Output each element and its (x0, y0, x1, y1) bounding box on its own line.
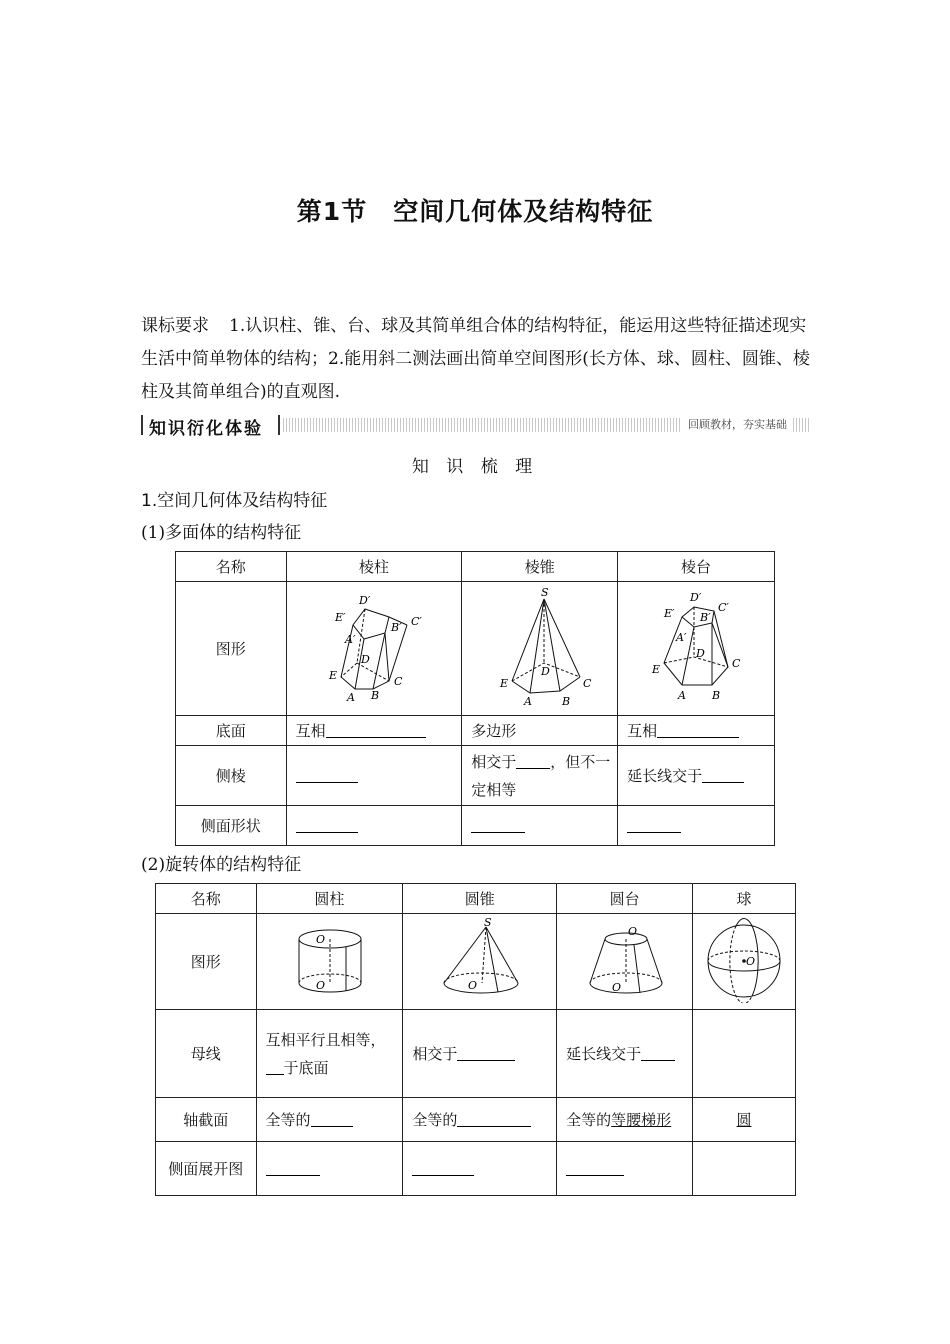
cone-figure-cell (403, 914, 557, 1010)
rev-header-cylinder: 圆柱 (256, 884, 403, 914)
sphere-figure-cell (693, 914, 796, 1010)
frustum-cone-figure-cell (557, 914, 693, 1010)
cylinder-label-top: O (316, 932, 326, 946)
section-heading: 知 识 梳 理 (411, 457, 539, 477)
frustum-cone-label-top: O (627, 924, 637, 938)
pyramid-figure-cell (462, 582, 618, 716)
banner-tag: 回顾教材，夯实基础 (682, 416, 793, 432)
blank[interactable] (266, 1161, 320, 1176)
blank[interactable] (412, 1161, 474, 1176)
frustum-axial-text: 全等的 (566, 1111, 612, 1129)
pyramid-label-A: A (523, 694, 532, 708)
prism-base-text: 互相 (295, 722, 326, 740)
frustum-label-A1: A′ (676, 630, 687, 644)
frustum-label-C1: C′ (718, 600, 729, 614)
sphere-figure (696, 917, 792, 1003)
cone-development-cell (403, 1142, 557, 1196)
cone-figure (420, 917, 540, 1003)
rev-header-name: 名称 (156, 884, 257, 914)
pyramid-figure (480, 585, 600, 709)
prism-label-C: C (393, 674, 403, 688)
cylinder-generatrix-cell (256, 1010, 403, 1098)
header-pyramid: 棱锥 (462, 552, 618, 582)
frustum-face-cell (618, 806, 775, 846)
header-prism: 棱柱 (286, 552, 462, 582)
rev-row-label-generatrix: 母线 (156, 1010, 257, 1098)
blank[interactable] (641, 1046, 675, 1061)
frustum-label-B: B (712, 688, 721, 702)
frustum-label-C: C (732, 656, 741, 670)
prism-label-A1: A′ (344, 632, 356, 646)
blank[interactable] (311, 1112, 353, 1127)
frustum-figure (636, 585, 756, 709)
blank[interactable] (471, 818, 525, 833)
prism-label-E1: E′ (334, 610, 346, 624)
frustum-axial-cell (557, 1098, 693, 1142)
sphere-label-center: O (746, 954, 756, 968)
blank[interactable] (326, 723, 426, 738)
curriculum-requirements (141, 310, 811, 409)
header-frustum: 棱台 (618, 552, 775, 582)
frustum-cone-label-bottom: O (611, 980, 621, 994)
rev-header-frustum: 圆台 (557, 884, 693, 914)
blank[interactable] (266, 1060, 284, 1075)
banner-label: 知识衍化体验 (149, 419, 263, 439)
pyramid-label-C: C (582, 676, 592, 690)
pyramid-face-cell (462, 806, 618, 846)
cone-generatrix-cell (403, 1010, 557, 1098)
prism-figure-cell (286, 582, 462, 716)
pyramid-base-cell: 多边形 (462, 716, 618, 746)
cylinder-axial-cell (256, 1098, 403, 1142)
frustum-figure-cell (618, 582, 775, 716)
cone-label-apex: S (483, 916, 492, 929)
pyramid-edges-text-2: ，但不一定相等 (471, 752, 611, 799)
prism-label-B1: B′ (390, 620, 402, 634)
row-label-edges: 侧棱 (176, 746, 287, 806)
pyramid-edges-cell (462, 746, 618, 806)
frustum-label-B1: B′ (700, 610, 711, 624)
prism-base-cell (286, 716, 462, 746)
frustum-label-E: E (652, 662, 661, 676)
blank[interactable] (457, 1112, 531, 1127)
cylinder-figure (274, 917, 384, 1003)
rev-row-label-axial: 轴截面 (156, 1098, 257, 1142)
banner-left-bar (141, 415, 143, 435)
cylinder-generatrix-text-2: 于底面 (283, 1058, 329, 1077)
frustum-generatrix-cell (557, 1010, 693, 1098)
requirements-label: 课标要求 (141, 316, 209, 336)
cone-axial-cell (403, 1098, 557, 1142)
heading-1: 1.空间几何体及结构特征 (141, 491, 328, 511)
prism-label-A: A (346, 690, 355, 704)
pyramid-label-E: E (499, 676, 508, 690)
prism-figure (319, 585, 429, 709)
cone-generatrix-text: 相交于 (412, 1045, 458, 1063)
cone-axial-text: 全等的 (412, 1111, 458, 1129)
pyramid-label-D: D (540, 664, 550, 678)
frustum-base-cell (618, 716, 775, 746)
section-banner (141, 414, 811, 439)
prism-label-B: B (370, 688, 380, 702)
pyramid-edges-text: 相交于 (471, 752, 517, 771)
polyhedra-table (175, 551, 775, 846)
blank[interactable] (516, 754, 550, 769)
row-label-face-shape: 侧面形状 (176, 806, 287, 846)
revolution-table (155, 883, 796, 1196)
frustum-base-text: 互相 (627, 722, 658, 740)
frustum-label-E1: E′ (664, 606, 675, 620)
sub-heading-1: (1)多面体的结构特征 (141, 523, 302, 543)
rev-header-sphere: 球 (693, 884, 796, 914)
prism-label-D: D (360, 652, 370, 666)
frustum-development-cell (557, 1142, 693, 1196)
frustum-edges-text: 延长线交于 (627, 767, 703, 785)
frustum-label-D: D (696, 646, 705, 660)
frustum-cone-figure (570, 917, 680, 1003)
sub-heading-2: (2)旋转体的结构特征 (141, 855, 302, 875)
requirements-text: 1.认识柱、锥、台、球及其简单组合体的结构特征，能运用这些特征描述现实生活中简单物体的结构；2.能用斜二测法画出简单空间图形(长方体、球、圆柱、圆锥、棱柱及其简单组合)的直观图. (141, 316, 810, 402)
cylinder-generatrix-text: 互相平行且相等， (265, 1030, 386, 1049)
blank[interactable] (627, 818, 681, 833)
sphere-axial-cell (693, 1098, 796, 1142)
prism-label-E: E (328, 668, 337, 682)
prism-label-C1: C′ (410, 614, 422, 628)
row-label-base: 底面 (176, 716, 287, 746)
frustum-generatrix-text: 延长线交于 (566, 1045, 642, 1063)
prism-edges-cell (286, 746, 462, 806)
frustum-label-A: A (678, 688, 687, 702)
sphere-axial-answer: 圆 (736, 1111, 752, 1129)
sphere-generatrix-cell (693, 1010, 796, 1098)
pyramid-label-S: S (540, 585, 549, 599)
cylinder-label-bottom: O (316, 978, 326, 992)
pyramid-label-B: B (561, 694, 570, 708)
banner-divider (278, 415, 280, 435)
cone-label-center: O (467, 978, 477, 992)
blank[interactable] (657, 723, 739, 738)
blank[interactable] (566, 1161, 624, 1176)
cylinder-figure-cell (256, 914, 403, 1010)
row-label-figure: 图形 (176, 582, 287, 716)
blank[interactable] (296, 768, 358, 783)
rev-row-label-figure: 图形 (156, 914, 257, 1010)
header-name: 名称 (176, 552, 287, 582)
frustum-axial-answer: 等腰梯形 (611, 1111, 672, 1129)
rev-header-cone: 圆锥 (403, 884, 557, 914)
prism-face-cell (286, 806, 462, 846)
blank[interactable] (296, 818, 358, 833)
blank[interactable] (702, 768, 744, 783)
frustum-edges-cell (618, 746, 775, 806)
prism-label-D1: D′ (358, 593, 371, 607)
frustum-label-D1: D′ (690, 590, 702, 604)
rev-row-label-development: 侧面展开图 (156, 1142, 257, 1196)
sphere-development-cell (693, 1142, 796, 1196)
cylinder-development-cell (256, 1142, 403, 1196)
page-title: 第1节 空间几何体及结构特征 (296, 197, 654, 226)
blank[interactable] (457, 1046, 515, 1061)
cylinder-axial-text: 全等的 (265, 1111, 311, 1129)
